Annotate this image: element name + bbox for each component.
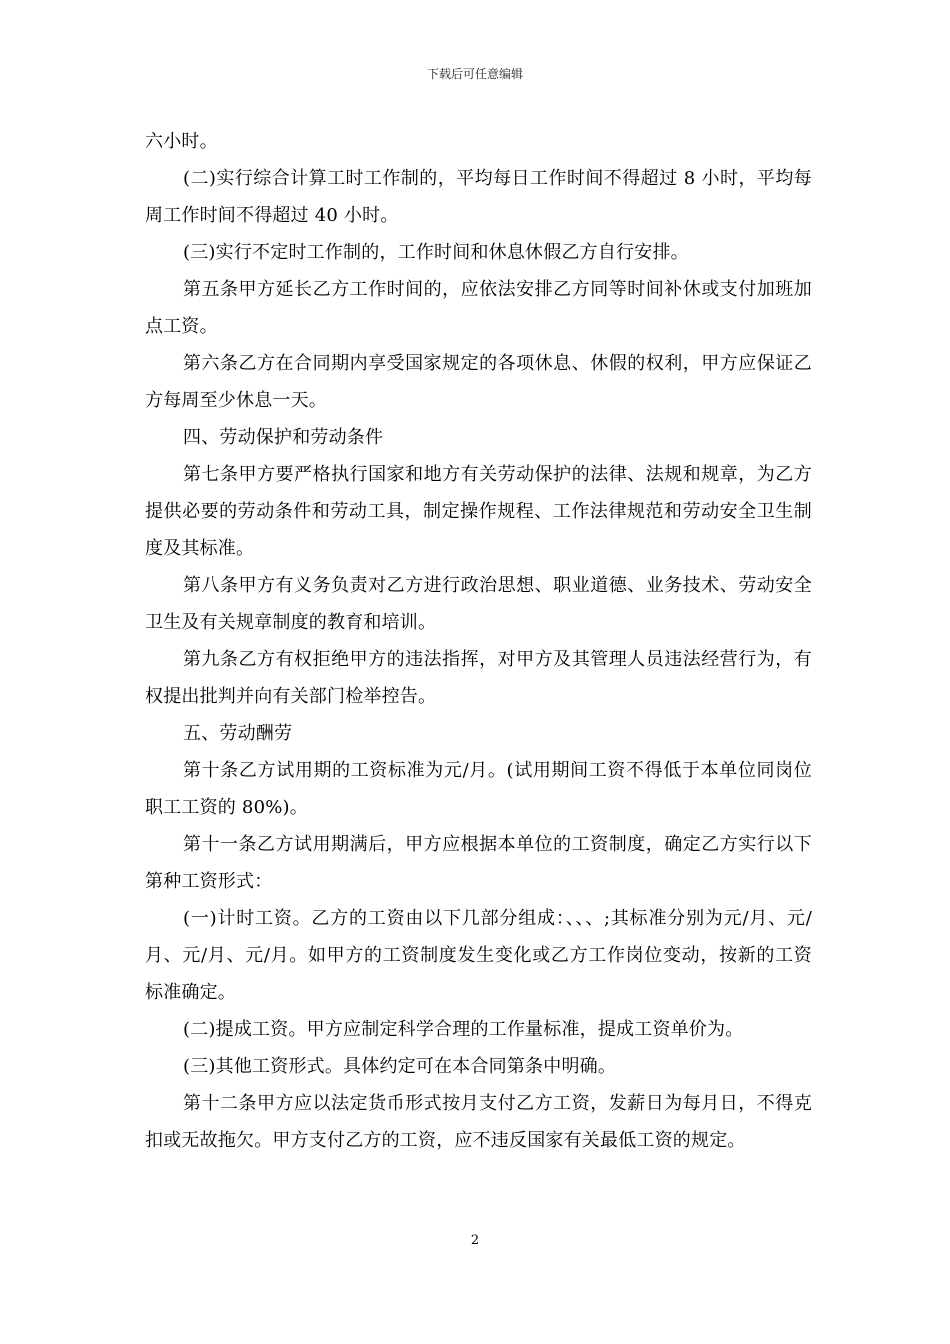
paragraph-article-11: 第十一条乙方试用期满后，甲方应根据本单位的工资制度，确定乙方实行以下第种工资形式：	[145, 834, 812, 892]
document-body	[145, 123, 812, 1159]
paragraph-item-3: (三)实行不定时工作制的，工作时间和休息休假乙方自行安排。	[183, 242, 689, 263]
paragraph-article-7: 第七条甲方要严格执行国家和地方有关劳动保护的法律、法规和规章，为乙方提供必要的劳动条件和劳动工具，制定操作规程、工作法律规范和劳动安全卫生制度及其标准。	[145, 464, 812, 559]
paragraph-continuation: 六小时。	[145, 131, 218, 152]
page-number: 2	[470, 1233, 480, 1248]
page-header-note: 下载后可任意编辑	[426, 67, 523, 81]
paragraph-article-9: 第九条乙方有权拒绝甲方的违法指挥，对甲方及其管理人员违法经营行为，有权提出批判并向有关部门检举控告。	[145, 649, 812, 707]
paragraph-wage-item-3: (三)其他工资形式。具体约定可在本合同第条中明确。	[183, 1056, 617, 1077]
section-heading-4: 四、劳动保护和劳动条件	[183, 427, 384, 448]
paragraph-wage-item-2: (二)提成工资。甲方应制定科学合理的工作量标准，提成工资单价为。	[183, 1019, 744, 1040]
paragraph-article-12: 第十二条甲方应以法定货币形式按月支付乙方工资，发薪日为每月日，不得克扣或无故拖欠。甲方支付乙方的工资，应不违反国家有关最低工资的规定。	[145, 1093, 812, 1151]
paragraph-article-6: 第六条乙方在合同期内享受国家规定的各项休息、休假的权利，甲方应保证乙方每周至少休息一天。	[145, 353, 812, 411]
paragraph-article-8: 第八条甲方有义务负责对乙方进行政治思想、职业道德、业务技术、劳动安全卫生及有关规章制度的教育和培训。	[145, 575, 812, 633]
paragraph-article-5: 第五条甲方延长乙方工作时间的，应依法安排乙方同等时间补休或支付加班加点工资。	[145, 279, 812, 337]
paragraph-item-2: (二)实行综合计算工时工作制的，平均每日工作时间不得超过 8 小时，平均每周工作时间不得超过 40 小时。	[145, 168, 812, 226]
paragraph-article-10: 第十条乙方试用期的工资标准为元/月。(试用期间工资不得低于本单位同岗位职工工资的 80%)。	[145, 760, 812, 818]
paragraph-wage-item-1: (一)计时工资。乙方的工资由以下几部分组成：、、、;其标准分别为元/月、元/月、元/月、元/月。如甲方的工资制度发生变化或乙方工作岗位变动，按新的工资标准确定。	[145, 908, 812, 1003]
section-heading-5: 五、劳动酬劳	[183, 723, 293, 744]
